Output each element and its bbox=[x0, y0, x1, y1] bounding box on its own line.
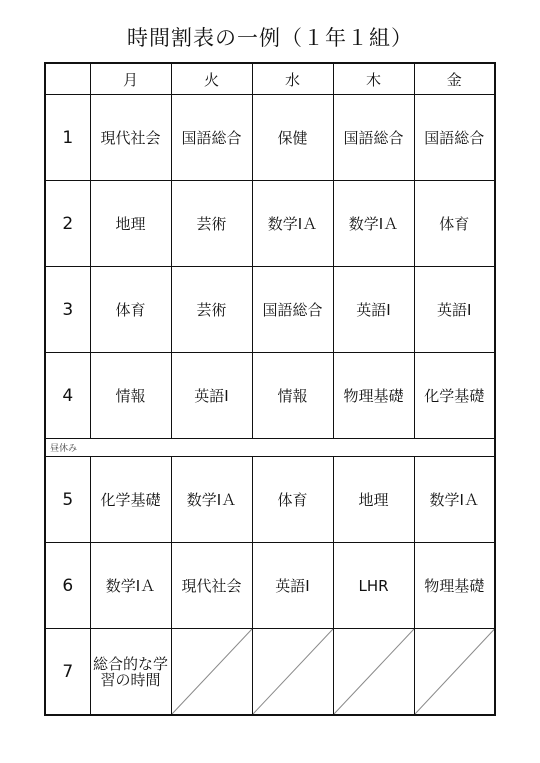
empty-slot bbox=[252, 629, 333, 716]
period-label: 4 bbox=[45, 353, 90, 439]
subject-cell: LHR bbox=[333, 543, 414, 629]
subject-cell: 数学ⅠＡ bbox=[252, 181, 333, 267]
subject-cell: 物理基礎 bbox=[333, 353, 414, 439]
subject-cell: 体育 bbox=[90, 267, 171, 353]
subject-cell: 数学ⅠＡ bbox=[171, 457, 252, 543]
page-title: 時間割表の一例（１年１組） bbox=[127, 26, 413, 50]
subject-cell: 情報 bbox=[90, 353, 171, 439]
subject-cell: 総合的な学習の時間 bbox=[90, 629, 171, 716]
empty-slot bbox=[414, 629, 495, 716]
diagonal-slash bbox=[415, 629, 495, 714]
diagonal-slash bbox=[172, 629, 252, 714]
diagonal-slash bbox=[253, 629, 333, 714]
lunch-break-row bbox=[45, 439, 495, 457]
subject-cell: 英語Ⅰ bbox=[252, 543, 333, 629]
subject-cell: 化学基礎 bbox=[414, 353, 495, 439]
subject-cell: 数学ⅠＡ bbox=[333, 181, 414, 267]
subject-cell: 国語総合 bbox=[252, 267, 333, 353]
period-row-7 bbox=[45, 629, 495, 716]
subject-cell: 物理基礎 bbox=[414, 543, 495, 629]
subject-cell: 国語総合 bbox=[414, 95, 495, 181]
subject-cell: 英語Ⅰ bbox=[171, 353, 252, 439]
period-row-3 bbox=[45, 267, 495, 353]
subject-cell: 国語総合 bbox=[171, 95, 252, 181]
day-header-tue: 火 bbox=[171, 63, 252, 95]
period-row-4 bbox=[45, 353, 495, 439]
subject-cell: 体育 bbox=[252, 457, 333, 543]
subject-cell: 数学ⅠＡ bbox=[414, 457, 495, 543]
day-header-thu: 木 bbox=[333, 63, 414, 95]
subject-cell: 保健 bbox=[252, 95, 333, 181]
day-header-mon: 月 bbox=[90, 63, 171, 95]
subject-cell: 地理 bbox=[333, 457, 414, 543]
period-label: 6 bbox=[45, 543, 90, 629]
subject-cell: 英語Ⅰ bbox=[414, 267, 495, 353]
period-label: 3 bbox=[45, 267, 90, 353]
subject-cell: 現代社会 bbox=[171, 543, 252, 629]
period-label: 5 bbox=[45, 457, 90, 543]
corner-cell bbox=[45, 63, 90, 95]
empty-slot bbox=[171, 629, 252, 716]
subject-cell: 現代社会 bbox=[90, 95, 171, 181]
period-row-2 bbox=[45, 181, 495, 267]
subject-cell: 地理 bbox=[90, 181, 171, 267]
period-row-1 bbox=[45, 95, 495, 181]
period-label: 1 bbox=[45, 95, 90, 181]
subject-cell: 芸術 bbox=[171, 267, 252, 353]
subject-cell: 化学基礎 bbox=[90, 457, 171, 543]
subject-cell: 情報 bbox=[252, 353, 333, 439]
empty-slot bbox=[333, 629, 414, 716]
period-label: 2 bbox=[45, 181, 90, 267]
period-label: 7 bbox=[45, 629, 90, 716]
period-row-5 bbox=[45, 457, 495, 543]
subject-cell: 芸術 bbox=[171, 181, 252, 267]
subject-cell: 数学ⅠＡ bbox=[90, 543, 171, 629]
diagonal-slash bbox=[334, 629, 414, 714]
subject-cell: 体育 bbox=[414, 181, 495, 267]
subject-cell: 英語Ⅰ bbox=[333, 267, 414, 353]
subject-cell: 国語総合 bbox=[333, 95, 414, 181]
timetable bbox=[44, 62, 496, 716]
period-row-6 bbox=[45, 543, 495, 629]
day-header-fri: 金 bbox=[414, 63, 495, 95]
day-header-wed: 水 bbox=[252, 63, 333, 95]
lunch-break-label: 昼休み bbox=[45, 439, 495, 457]
header-row bbox=[45, 63, 495, 95]
